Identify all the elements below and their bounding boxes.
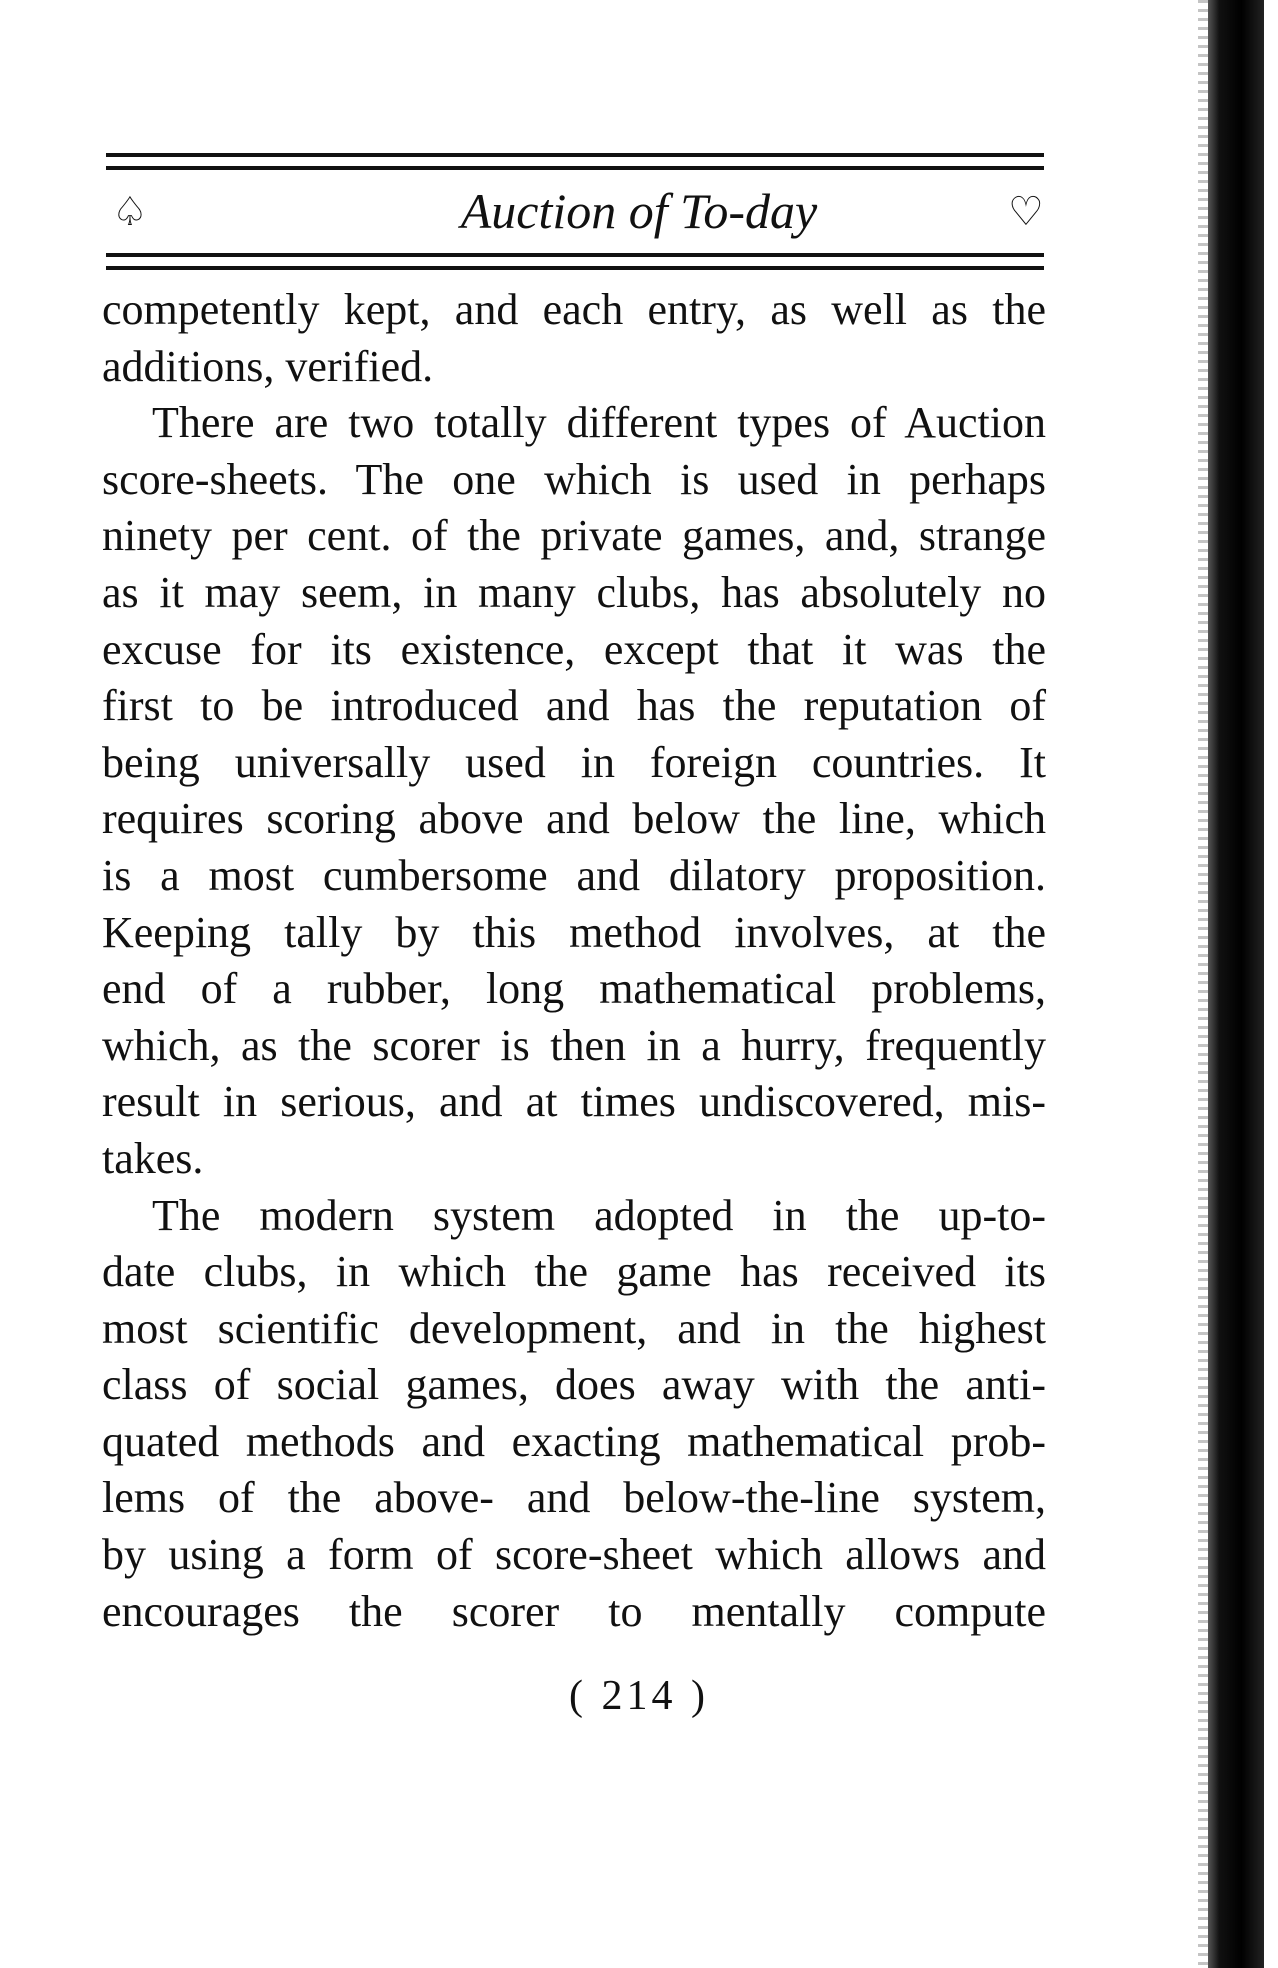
text-line: quated methods and exacting mathematical prob-	[102, 1416, 1046, 1466]
text-line: competently kept, and each entry, as well as the	[102, 285, 1046, 334]
text-line: as it may seem, in many clubs, has absolutely no	[102, 567, 1046, 617]
text-line: by using a form of score-sheet which allows and	[102, 1530, 1046, 1580]
header-rule-top-1	[106, 153, 1044, 157]
text-line: Keeping tally by this method involves, at the	[102, 907, 1046, 957]
text-line: result in serious, and at times undiscovered, mis-	[102, 1077, 1046, 1127]
page-edge-shadow	[1208, 0, 1264, 1968]
text-line: The modern system adopted in the up-to-	[152, 1190, 1046, 1240]
text-line: encourages the scorer to mentally compute	[102, 1586, 1046, 1636]
text-line: date clubs, in which the game has received its	[102, 1247, 1046, 1297]
text-line: excuse for its existence, except that it was the	[102, 624, 1046, 674]
text-line: which, as the scorer is then in a hurry, frequently	[102, 1020, 1046, 1070]
spade-icon: ♤	[112, 189, 148, 234]
text-line: end of a rubber, long mathematical problems,	[102, 964, 1046, 1014]
text-line: additions, verified.	[102, 341, 434, 391]
text-line: score-sheets. The one which is used in perhaps	[102, 454, 1046, 504]
text-line: is a most cumbersome and dilatory proposition.	[102, 850, 1046, 900]
header-rule-bottom-2	[106, 266, 1044, 270]
text-line: takes.	[102, 1133, 204, 1183]
body-text	[102, 282, 1046, 1640]
text-line: requires scoring above and below the line, which	[102, 794, 1046, 844]
header-rule-top-2	[106, 166, 1044, 170]
page-number: ( 214 )	[569, 1673, 709, 1719]
text-line: being universally used in foreign countries. It	[102, 737, 1046, 787]
running-head: Auction of To-day	[460, 183, 818, 239]
text-line: There are two totally different types of Auction	[152, 398, 1046, 448]
text-line: lems of the above- and below-the-line system,	[102, 1473, 1046, 1523]
text-line: first to be introduced and has the reputation of	[102, 681, 1046, 731]
text-line: most scientific development, and in the highest	[102, 1303, 1046, 1353]
header-rule-bottom-1	[106, 253, 1044, 257]
heart-icon: ♡	[1008, 189, 1044, 234]
text-line: ninety per cent. of the private games, and, strange	[102, 511, 1046, 561]
text-line: class of social games, does away with the anti-	[102, 1360, 1046, 1410]
